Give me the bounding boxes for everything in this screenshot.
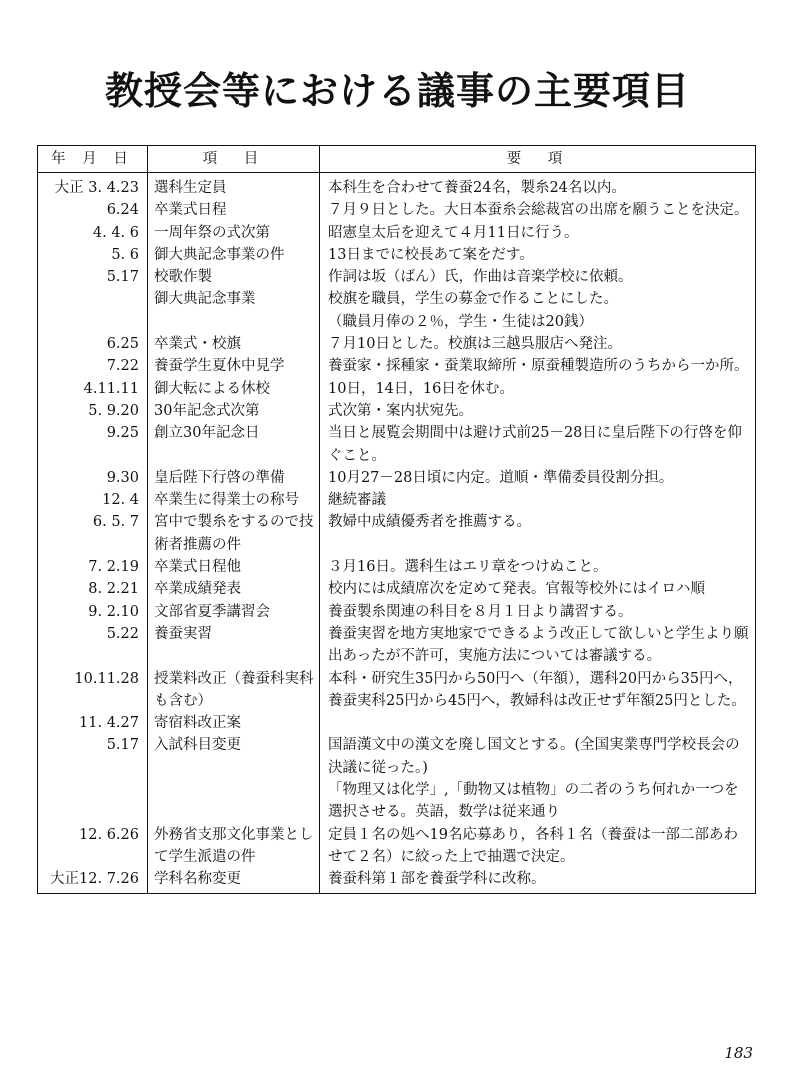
table-row <box>38 199 756 221</box>
item-cell: 養蚕学生夏休中見学 <box>148 355 320 377</box>
item-cell: 卒業生に得業士の称号 <box>148 489 320 511</box>
date-cell: 大正12. 7.26 <box>38 868 148 893</box>
date-cell: 5.22 <box>38 623 148 668</box>
date-cell: 大正 3. 4.23 <box>38 173 148 200</box>
date-cell: 4.11.11 <box>38 378 148 400</box>
table-row <box>38 734 756 779</box>
description-cell <box>320 712 756 734</box>
date-cell: 9. 2.10 <box>38 601 148 623</box>
table-row <box>38 266 756 288</box>
table-row <box>38 378 756 400</box>
header-description: 要 項 <box>320 146 756 173</box>
date-cell: 9.30 <box>38 467 148 489</box>
description-cell: 継続審議 <box>320 489 756 511</box>
table-row <box>38 288 756 310</box>
item-cell: 御大典記念事業 <box>148 288 320 310</box>
table-header-row <box>38 146 756 173</box>
table-row <box>38 311 756 333</box>
item-cell: 皇后陛下行啓の準備 <box>148 467 320 489</box>
table-row <box>38 489 756 511</box>
description-cell: 養蚕家・採種家・蚕業取締所・原蚕種製造所のうちから一か所。 <box>320 355 756 377</box>
item-cell: 宮中で製糸をするので技術者推薦の件 <box>148 511 320 556</box>
page-number: 183 <box>724 1044 753 1062</box>
item-cell: 御大転による休校 <box>148 378 320 400</box>
description-cell: 校旗を職員，学生の募金で作ることにした。 <box>320 288 756 310</box>
description-cell: 式次第・案内状宛先。 <box>320 400 756 422</box>
agenda-table-container <box>37 145 755 894</box>
table-row <box>38 400 756 422</box>
table-row <box>38 601 756 623</box>
description-cell: 教婦中成績優秀者を推薦する。 <box>320 511 756 556</box>
item-cell: 卒業式日程他 <box>148 556 320 578</box>
description-cell: 養蚕科第１部を養蚕学科に改称。 <box>320 868 756 893</box>
item-cell: 卒業式日程 <box>148 199 320 221</box>
date-cell: 11. 4.27 <box>38 712 148 734</box>
description-cell: 養蚕製糸関連の科目を８月１日より講習する。 <box>320 601 756 623</box>
description-cell: 昭憲皇太后を迎えて４月11日に行う。 <box>320 222 756 244</box>
table-row <box>38 556 756 578</box>
table-row <box>38 824 756 869</box>
description-cell: 当日と展覧会期間中は避け式前25－28日に皇后陛下の行啓を仰ぐこと。 <box>320 422 756 467</box>
description-cell: ７月10日とした。校旗は三越呉服店へ発注。 <box>320 333 756 355</box>
item-cell: 外務省支那文化事業として学生派遣の件 <box>148 824 320 869</box>
description-cell: 本科生を合わせて養蚕24名，製糸24名以内。 <box>320 173 756 200</box>
description-cell: ３月16日。選科生はエリ章をつけぬこと。 <box>320 556 756 578</box>
item-cell: 御大典記念事業の件 <box>148 244 320 266</box>
date-cell: 9.25 <box>38 422 148 467</box>
description-cell: 国語漢文中の漢文を廃し国文とする。(全国実業専門学校長会の決議に従った。) <box>320 734 756 779</box>
date-cell: 12. 4 <box>38 489 148 511</box>
item-cell: 卒業式・校旗 <box>148 333 320 355</box>
description-cell: 13日までに校長あて案をだす。 <box>320 244 756 266</box>
description-cell: 10月27－28日頃に内定。道順・準備委員役割分担。 <box>320 467 756 489</box>
date-cell: 4. 4. 6 <box>38 222 148 244</box>
table-row <box>38 712 756 734</box>
description-cell: 校内には成績席次を定めて発表。官報等校外にはイロハ順 <box>320 578 756 600</box>
description-cell: （職員月俸の２％，学生・生徒は20銭） <box>320 311 756 333</box>
description-cell: 「物理又は化学」,「動物又は植物」の二者のうち何れか一つを選択させる。英語，数学は従来通り <box>320 779 756 824</box>
item-cell: 校歌作製 <box>148 266 320 288</box>
item-cell: 選科生定員 <box>148 173 320 200</box>
item-cell: 卒業成績発表 <box>148 578 320 600</box>
item-cell: 一周年祭の式次第 <box>148 222 320 244</box>
date-cell: 5. 9.20 <box>38 400 148 422</box>
table-row <box>38 333 756 355</box>
item-cell <box>148 779 320 824</box>
date-cell: 7.22 <box>38 355 148 377</box>
item-cell: 入試科目変更 <box>148 734 320 779</box>
table-row <box>38 868 756 893</box>
item-cell <box>148 311 320 333</box>
description-cell: 本科・研究生35円から50円へ（年額），選科20円から35円へ，養蚕実科25円から45円へ，教婦科は改正せず年額25円とした。 <box>320 668 756 713</box>
page-title: 教授会等における議事の主要項目 <box>104 68 690 113</box>
item-cell: 創立30年記念日 <box>148 422 320 467</box>
date-cell <box>38 288 148 310</box>
item-cell: 学科名称変更 <box>148 868 320 893</box>
table-row <box>38 355 756 377</box>
date-cell <box>38 779 148 824</box>
description-cell: 10日，14日，16日を休む。 <box>320 378 756 400</box>
table-row <box>38 779 756 824</box>
date-cell: 10.11.28 <box>38 668 148 713</box>
table-row <box>38 222 756 244</box>
item-cell: 養蚕実習 <box>148 623 320 668</box>
description-cell: 養蚕実習を地方実地家でできるよう改正して欲しいと学生より願出あったが不許可，実施方法については審議する。 <box>320 623 756 668</box>
date-cell: 6.24 <box>38 199 148 221</box>
table-row <box>38 173 756 200</box>
agenda-table <box>37 145 756 894</box>
table-row <box>38 623 756 668</box>
item-cell: 寄宿料改正案 <box>148 712 320 734</box>
date-cell: 8. 2.21 <box>38 578 148 600</box>
table-row <box>38 578 756 600</box>
table-row <box>38 244 756 266</box>
date-cell: 5.17 <box>38 734 148 779</box>
header-item: 項 目 <box>148 146 320 173</box>
header-date: 年 月 日 <box>38 146 148 173</box>
date-cell: 7. 2.19 <box>38 556 148 578</box>
table-row <box>38 422 756 467</box>
description-cell: 定員１名の処へ19名応募あり，各科１名（養蚕は一部二部あわせて２名）に絞った上で抽選で決定。 <box>320 824 756 869</box>
item-cell: 30年記念式次第 <box>148 400 320 422</box>
item-cell: 文部省夏季講習会 <box>148 601 320 623</box>
date-cell: 5.17 <box>38 266 148 288</box>
date-cell: 6.25 <box>38 333 148 355</box>
date-cell: 6. 5. 7 <box>38 511 148 556</box>
table-row <box>38 467 756 489</box>
date-cell: 5. 6 <box>38 244 148 266</box>
table-row <box>38 511 756 556</box>
date-cell: 12. 6.26 <box>38 824 148 869</box>
description-cell: ７月９日とした。大日本蚕糸会総裁宮の出席を願うことを決定。 <box>320 199 756 221</box>
description-cell: 作詞は坂（ばん）氏，作曲は音楽学校に依頼。 <box>320 266 756 288</box>
item-cell: 授業料改正（養蚕科実科も含む） <box>148 668 320 713</box>
table-row <box>38 668 756 713</box>
date-cell <box>38 311 148 333</box>
